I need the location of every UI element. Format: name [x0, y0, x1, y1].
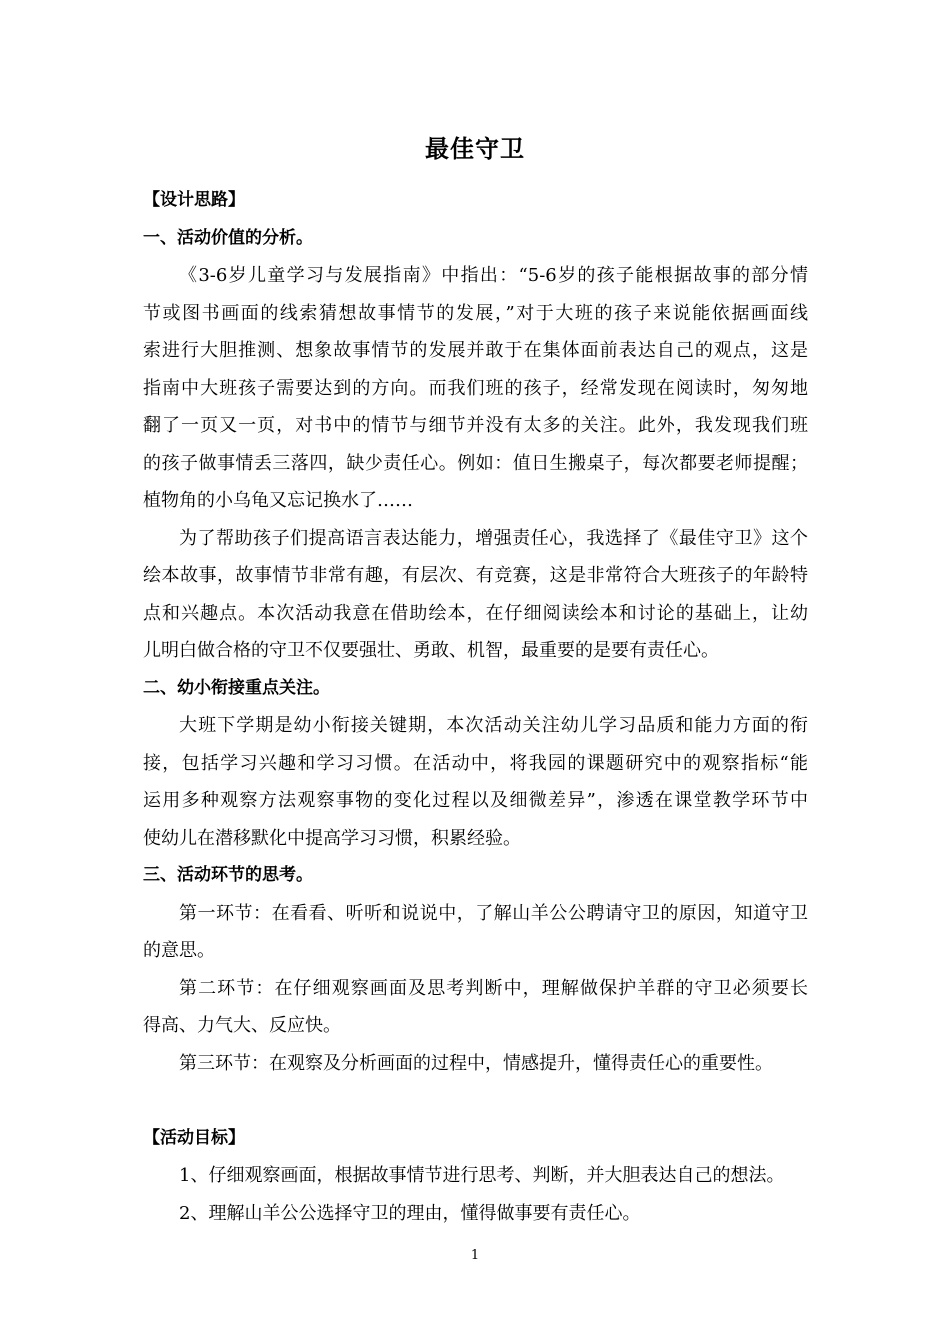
page-number: 1: [470, 1248, 480, 1263]
paragraph-line: 1、仔细观察画面，根据故事情节进行思考、判断，并大胆表达自己的想法。: [179, 1165, 785, 1186]
paragraph-line: 第二环节：在仔细观察画面及思考判断中，理解做保护羊群的守卫必须要长: [179, 977, 808, 999]
paragraph-line: 的孩子做事情丢三落四，缺少责任心。例如：值日生搬桌子，每次都要老师提醒；: [143, 452, 808, 474]
paragraph-line: 指南中大班孩子需要达到的方向。而我们班的孩子，经常发现在阅读时，匆匆地: [143, 377, 808, 399]
paragraph-line: 植物角的小乌龟又忘记换水了……: [143, 490, 413, 511]
paragraph-line: 接，包括学习兴趣和学习习惯。在活动中，将我园的课题研究中的观察指标“能: [143, 752, 808, 774]
paragraph-line: 使幼儿在潜移默化中提高学习习惯，积累经验。: [143, 827, 521, 849]
document-body: [143, 182, 808, 1232]
paragraph-line: 点和兴趣点。本次活动我意在借助绘本，在仔细阅读绘本和讨论的基础上，让幼: [143, 602, 808, 624]
paragraph-line: 绘本故事，故事情节非常有趣，有层次、有竞赛，这是非常符合大班孩子的年龄特: [143, 565, 808, 586]
paragraph-line: 索进行大胆推测、想象故事情节的发展并敢于在集体面前表达自己的观点，这是: [143, 340, 808, 361]
paragraph-line: 第三环节：在观察及分析画面的过程中，情感提升，懂得责任心的重要性。: [179, 1052, 773, 1074]
section-heading: 一、活动价值的分析。: [143, 227, 313, 248]
paragraph-line: 儿明白做合格的守卫不仅要强壮、勇敢、机智，最重要的是要有责任心。: [143, 640, 719, 661]
section-heading: 二、幼小衔接重点关注。: [143, 677, 330, 698]
blank-line: [143, 1082, 808, 1120]
paragraph-line: 第一环节：在看看、听听和说说中，了解山羊公公聘请守卫的原因，知道守卫: [179, 902, 808, 924]
paragraph-line: 得高、力气大、反应快。: [143, 1015, 341, 1036]
paragraph-line: 运用多种观察方法观察事物的变化过程以及细微差异”，渗透在课堂教学环节中: [143, 790, 808, 811]
paragraph-line: 大班下学期是幼小衔接关键期，本次活动关注幼儿学习品质和能力方面的衔: [179, 715, 808, 736]
paragraph-line: 《3-6岁儿童学习与发展指南》中指出：“5-6岁的孩子能根据故事的部分情: [179, 265, 808, 286]
document-title: 最佳守卫: [425, 135, 525, 163]
paragraph-line: 的意思。: [143, 940, 215, 961]
paragraph-line: 翻了一页又一页，对书中的情节与细节并没有太多的关注。此外，我发现我们班: [143, 415, 808, 436]
paragraph-line: 节或图书画面的线索猜想故事情节的发展，”对于大班的孩子来说能依据画面线: [143, 302, 808, 324]
section-heading: 【活动目标】: [143, 1127, 245, 1148]
paragraph-line: 2、理解山羊公公选择守卫的理由，懂得做事要有责任心。: [179, 1202, 641, 1224]
paragraph-line: 为了帮助孩子们提高语言表达能力，增强责任心，我选择了《最佳守卫》这个: [179, 527, 808, 549]
section-heading: 【设计思路】: [143, 190, 245, 210]
section-heading: 三、活动环节的思考。: [143, 865, 313, 885]
